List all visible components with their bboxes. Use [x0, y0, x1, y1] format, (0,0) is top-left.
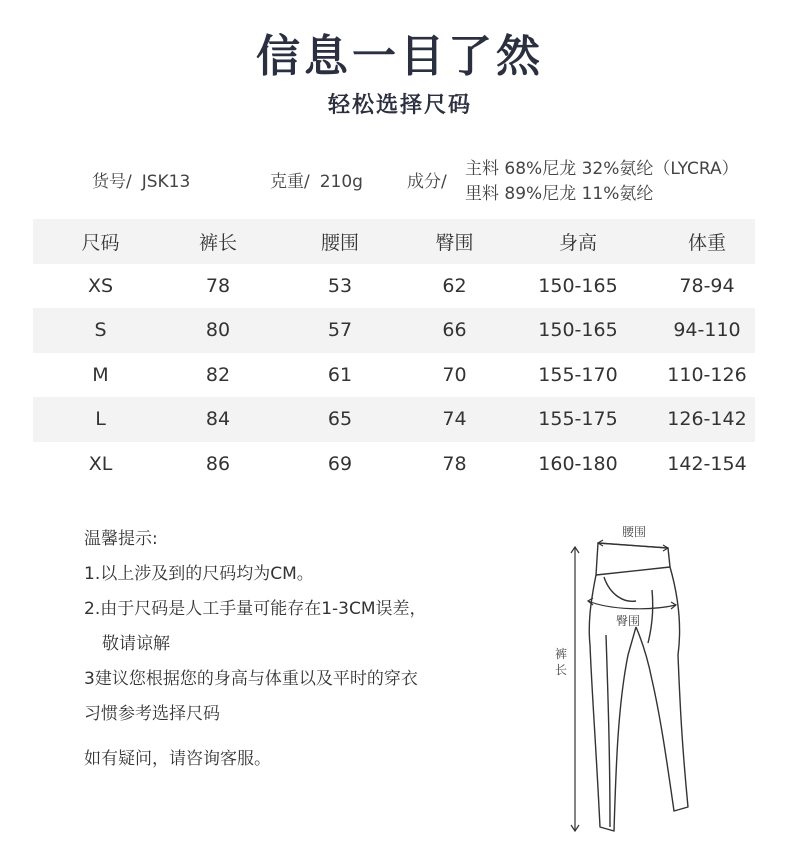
hip-measure-arrow: [588, 598, 676, 609]
item-number-value: JSK13: [141, 172, 191, 192]
weight-value: 210g: [319, 172, 363, 192]
table-row: [33, 264, 755, 309]
cell-size: XS: [87, 274, 114, 297]
cell-size: XL: [88, 452, 113, 475]
tips-section: [84, 522, 514, 777]
cell-waist: 65: [327, 408, 353, 431]
cell-weight: 142-154: [667, 452, 747, 475]
page-subtitle: 轻松选择尺码: [327, 93, 472, 118]
cell-height: 155-170: [538, 363, 618, 386]
tip-2-continued: 敬请谅解: [102, 634, 170, 654]
table-row: [33, 442, 755, 487]
cell-waist: 53: [327, 274, 353, 297]
material-spec: [465, 157, 739, 207]
waist-label: 腰围: [622, 525, 647, 539]
table-row: [33, 308, 755, 353]
cell-height: 155-175: [538, 408, 618, 431]
header-hip: 臀围: [435, 231, 474, 254]
cell-hip: 66: [442, 319, 467, 342]
header-waist: 腰围: [320, 231, 359, 254]
cell-weight: 78-94: [679, 274, 735, 297]
cell-hip: 70: [442, 363, 467, 386]
page-title: 信息一目了然: [256, 31, 544, 82]
cell-height: 160-180: [538, 452, 618, 475]
weight-spec: [270, 167, 363, 192]
header-height: 身高: [558, 231, 597, 254]
item-number-spec: [92, 167, 190, 192]
cell-waist: 69: [327, 452, 353, 475]
cell-length: 78: [205, 274, 231, 297]
material-label: 成分/: [407, 172, 447, 192]
cell-size: M: [92, 363, 109, 386]
cell-length: 86: [205, 452, 231, 475]
hip-label: 臀围: [616, 614, 641, 628]
cell-waist: 57: [327, 319, 353, 342]
cell-size: S: [94, 319, 107, 342]
cell-weight: 126-142: [667, 408, 747, 431]
cell-waist: 61: [327, 363, 353, 386]
material-main: 主料 68%尼龙 32%氨纶（LYCRA）: [465, 159, 739, 179]
material-lining: 里料 89%尼龙 11%氨纶: [465, 184, 654, 204]
cell-hip: 62: [442, 274, 467, 297]
cell-size: L: [95, 408, 106, 431]
leggings-illustration: [550, 515, 710, 845]
item-number-label: 货号/: [92, 172, 132, 192]
table-row: [33, 353, 755, 398]
cell-height: 150-165: [538, 319, 618, 342]
cell-length: 84: [205, 408, 231, 431]
tips-title: 温馨提示:: [84, 529, 158, 549]
header-size: 尺码: [81, 231, 120, 254]
weight-label: 克重/: [270, 172, 310, 192]
header-weight: 体重: [687, 231, 726, 254]
table-header-row: [33, 219, 755, 264]
length-label-2: 长: [555, 663, 568, 677]
length-label-1: 裤: [555, 647, 568, 661]
cell-weight: 94-110: [673, 319, 741, 342]
cell-height: 150-165: [538, 274, 618, 297]
tip-3-continued: 习惯参考选择尺码: [84, 704, 220, 724]
contact-note: 如有疑问，请咨询客服。: [84, 749, 271, 769]
size-table: [33, 219, 755, 486]
leggings-outline: [589, 543, 688, 831]
cell-length: 82: [205, 363, 231, 386]
cell-hip: 74: [442, 408, 467, 431]
cell-weight: 110-126: [667, 363, 747, 386]
header-length: 裤长: [198, 231, 237, 254]
cell-length: 80: [205, 319, 231, 342]
table-row: [33, 397, 755, 442]
tip-2: 2.由于尺码是人工手量可能存在1-3CM误差，: [84, 599, 427, 619]
cell-hip: 78: [442, 452, 467, 475]
tip-1: 1.以上涉及到的尺码均为CM。: [84, 564, 314, 584]
tip-3: 3建议您根据您的身高与体重以及平时的穿衣: [84, 669, 418, 689]
length-measure-arrow: [571, 547, 579, 831]
